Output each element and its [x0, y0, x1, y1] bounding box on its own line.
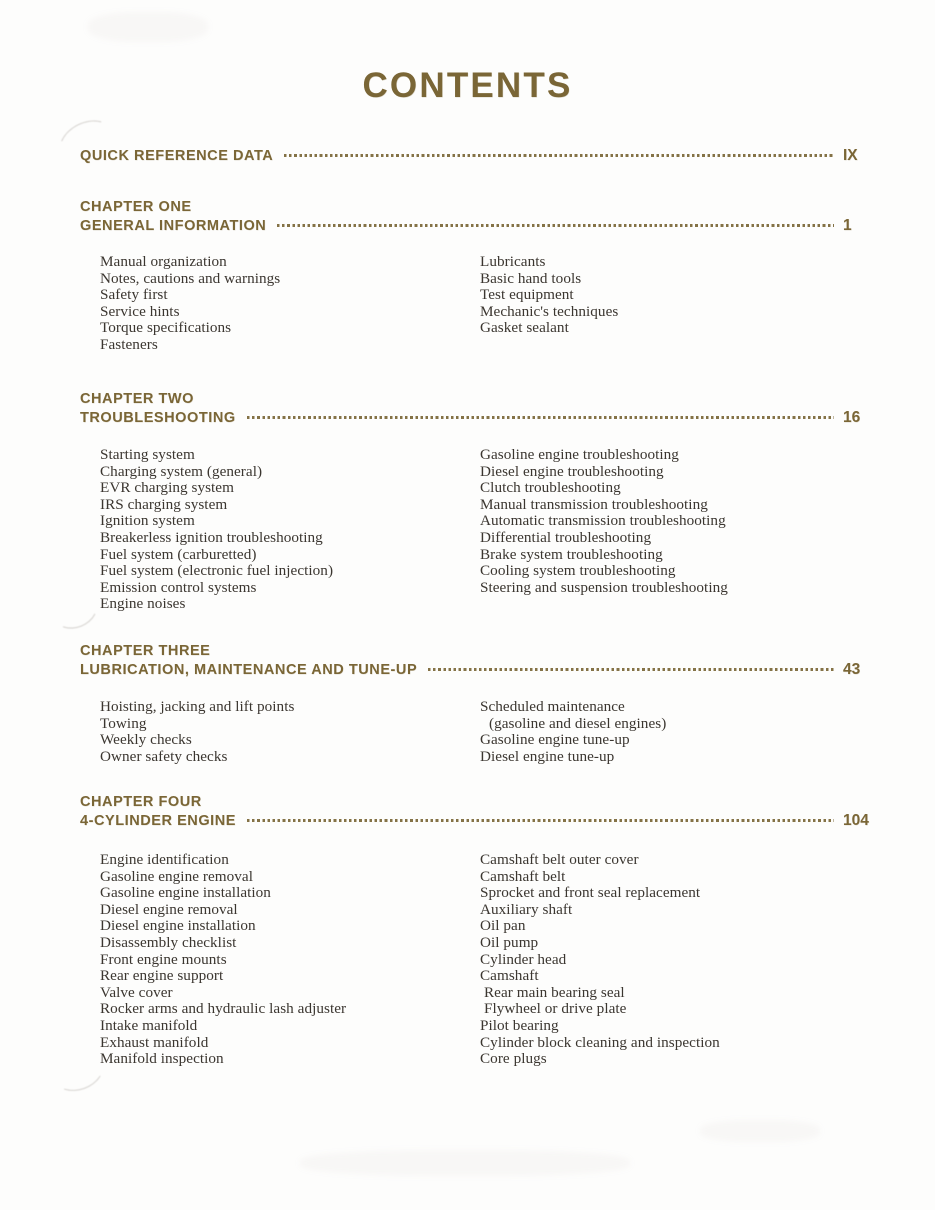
entry-heading-block — [0, 643, 935, 680]
toc-entry-chapter-four — [0, 794, 935, 1068]
topic-item: Steering and suspension troubleshooting — [480, 578, 728, 596]
topic-item: Engine identification — [100, 851, 229, 868]
chapter-kicker: CHAPTER TWO — [80, 391, 194, 407]
topic-item: Clutch troubleshooting — [480, 479, 621, 497]
dot-leader — [428, 663, 834, 674]
topic-item: Manual organization — [100, 253, 227, 270]
topic-item: Emission control systems — [100, 578, 257, 596]
topic-item: Test equipment — [480, 286, 574, 304]
topic-item: Lubricants — [480, 253, 546, 270]
chapter-kicker: CHAPTER ONE — [80, 199, 192, 215]
topic-columns — [0, 699, 935, 765]
entry-title[interactable]: 4-CYLINDER ENGINE — [80, 813, 236, 829]
topic-column-right — [480, 447, 860, 613]
entry-title[interactable]: QUICK REFERENCE DATA — [80, 148, 274, 164]
topic-item: Flywheel or drive plate — [484, 1000, 627, 1018]
entry-heading-block — [0, 794, 935, 831]
entry-title-row[interactable] — [80, 660, 877, 680]
topic-item: Differential troubleshooting — [480, 528, 652, 546]
topic-item: Valve cover — [100, 983, 173, 1001]
entry-title-row[interactable] — [80, 811, 877, 831]
topic-item: Exhaust manifold — [100, 1033, 209, 1051]
topic-item-continuation: (gasoline and diesel engines) — [489, 714, 667, 732]
entry-heading-block — [0, 199, 935, 236]
topic-item: Hoisting, jacking and lift points — [100, 698, 295, 715]
dot-leader — [284, 149, 834, 160]
topic-item: Ignition system — [100, 512, 195, 530]
topic-column-left — [100, 699, 480, 765]
topic-item: Automatic transmission troubleshooting — [480, 512, 726, 530]
chapter-kicker: CHAPTER FOUR — [80, 794, 202, 810]
topic-column-right — [480, 852, 860, 1068]
topic-item: Charging system (general) — [100, 462, 263, 480]
topic-column-left — [100, 852, 480, 1068]
topic-columns — [0, 447, 935, 613]
topic-item: Gasoline engine removal — [100, 867, 253, 885]
topic-item: Engine noises — [100, 595, 186, 613]
entry-page-number: IX — [843, 147, 858, 164]
topic-item: Fuel system (electronic fuel injection) — [100, 562, 334, 580]
topic-item: Cooling system troubleshooting — [480, 562, 676, 580]
toc-entry-chapter-two — [0, 391, 935, 613]
topic-item: Diesel engine troubleshooting — [480, 462, 664, 480]
entry-title-row[interactable] — [80, 408, 877, 428]
entry-title-row[interactable] — [80, 216, 877, 236]
chapter-kicker: CHAPTER THREE — [80, 643, 211, 659]
toc-entry-quick-reference-data — [0, 146, 935, 166]
topic-item: Gasoline engine installation — [100, 884, 271, 902]
topic-item: Camshaft belt outer cover — [480, 851, 639, 868]
entry-title[interactable]: TROUBLESHOOTING — [80, 410, 236, 426]
entry-title-row[interactable] — [80, 146, 877, 166]
topic-item: Manifold inspection — [100, 1050, 224, 1068]
topic-item: Weekly checks — [100, 731, 192, 749]
topic-column-left — [100, 447, 480, 613]
topic-item: Gasoline engine troubleshooting — [480, 446, 679, 463]
topic-item: Fuel system (carburetted) — [100, 545, 257, 563]
topic-item: EVR charging system — [100, 479, 234, 497]
topic-item: Fasteners — [100, 335, 158, 353]
topic-column-left — [100, 254, 480, 354]
topic-item: Cylinder block cleaning and inspection — [480, 1033, 720, 1051]
topic-item: Oil pan — [480, 917, 526, 935]
topic-item: IRS charging system — [100, 495, 228, 513]
topic-item: Gasoline engine tune-up — [480, 731, 630, 749]
topic-item: Towing — [100, 714, 147, 732]
topic-item: Sprocket and front seal replacement — [480, 884, 701, 902]
dot-leader — [247, 814, 834, 825]
topic-item: Notes, cautions and warnings — [100, 269, 281, 287]
topic-item: Auxiliary shaft — [480, 900, 573, 918]
topic-item: Diesel engine installation — [100, 917, 256, 935]
entry-page-number: 16 — [843, 409, 861, 426]
entry-page-number: 43 — [843, 661, 861, 678]
entry-page-number: 1 — [843, 217, 852, 234]
dot-leader — [277, 219, 834, 230]
toc-entry-chapter-one — [0, 199, 935, 354]
topic-item: Starting system — [100, 446, 195, 463]
topic-item: Core plugs — [480, 1050, 547, 1068]
topic-item: Camshaft — [480, 967, 539, 985]
page-title: CONTENTS — [362, 66, 573, 105]
topic-item: Front engine mounts — [100, 950, 227, 968]
topic-item: Pilot bearing — [480, 1016, 559, 1034]
topic-item: Gasket sealant — [480, 319, 569, 337]
entry-heading-block — [0, 146, 935, 166]
topic-item: Basic hand tools — [480, 269, 582, 287]
topic-item: Intake manifold — [100, 1016, 198, 1034]
topic-item: Diesel engine removal — [100, 900, 238, 918]
topic-item: Breakerless ignition troubleshooting — [100, 528, 323, 546]
topic-item: Service hints — [100, 302, 180, 320]
topic-item: Rear main bearing seal — [484, 983, 625, 1001]
topic-item: Oil pump — [480, 933, 539, 951]
topic-item: Mechanic's techniques — [480, 302, 619, 320]
topic-columns — [0, 852, 935, 1068]
topic-item: Cylinder head — [480, 950, 567, 968]
topic-item: Manual transmission troubleshooting — [480, 495, 708, 513]
topic-item: Owner safety checks — [100, 747, 228, 765]
topic-item: Scheduled maintenance — [480, 698, 625, 715]
topic-item: Diesel engine tune-up — [480, 747, 615, 765]
topic-column-right — [480, 254, 860, 354]
topic-item: Brake system troubleshooting — [480, 545, 663, 563]
topic-item: Rocker arms and hydraulic lash adjuster — [100, 1000, 347, 1018]
dot-leader — [247, 411, 834, 422]
entry-page-number: 104 — [843, 812, 869, 829]
toc-entry-chapter-three — [0, 643, 935, 765]
entry-title[interactable]: LUBRICATION, MAINTENANCE AND TUNE-UP — [80, 662, 418, 678]
topic-item: Disassembly checklist — [100, 933, 237, 951]
topic-item: Torque specifications — [100, 319, 232, 337]
topic-item: Rear engine support — [100, 967, 224, 985]
topic-columns — [0, 254, 935, 354]
topic-item: Camshaft belt — [480, 867, 566, 885]
entry-heading-block — [0, 391, 935, 428]
topic-item: Safety first — [100, 286, 168, 304]
topic-column-right — [480, 699, 860, 765]
entry-title[interactable]: GENERAL INFORMATION — [80, 218, 267, 234]
